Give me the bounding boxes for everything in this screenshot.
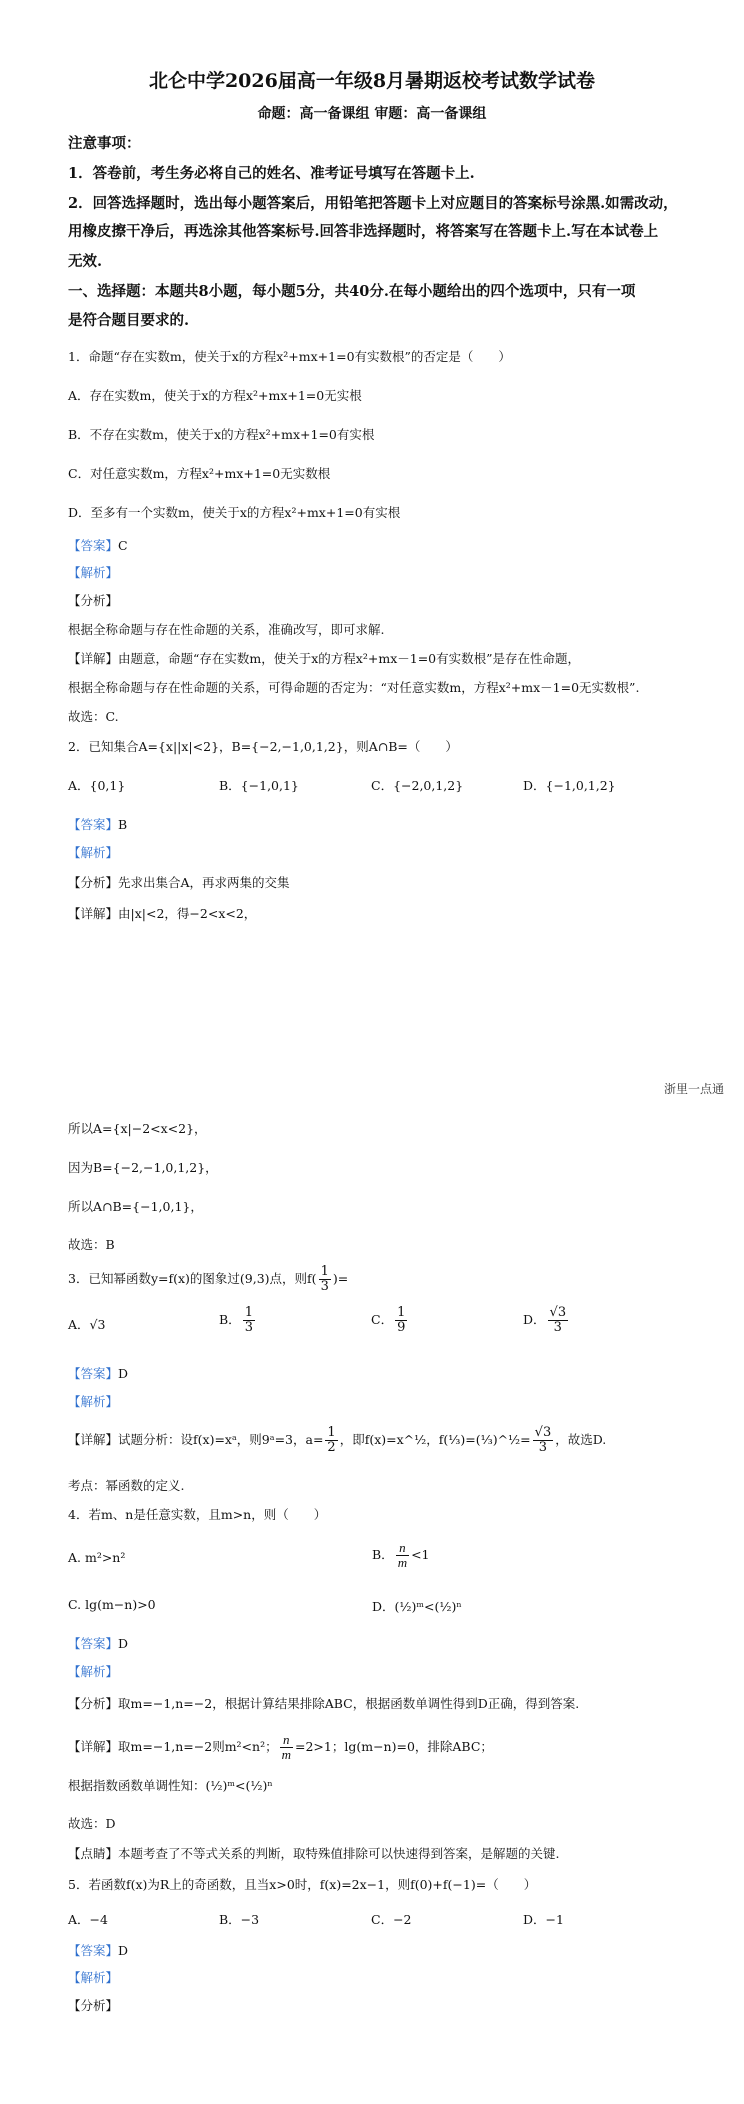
- q1-detail-2: 根据全称命题与存在性命题的关系，可得命题的否定为：“对任意实数m，方程x²+mx－1=0无实数根”.: [68, 680, 640, 695]
- q2-option-d: D．{−1,0,1,2}: [523, 778, 616, 793]
- q2-step-3: 所以A∩B={−1,0,1}，: [68, 1199, 203, 1214]
- q3-option-b: B． $\frac{1}{3}$: [219, 1305, 253, 1335]
- section-heading-line-2: 是符合题目要求的.: [68, 312, 190, 329]
- q4-detail: 【详解】取m=−1,n=−2则m²<n²； $\frac{n}{m}$ =2>1；lg(m−n)=0，排除ABC；: [68, 1732, 493, 1762]
- q3-point: 考点：幂函数的定义.: [68, 1478, 185, 1493]
- q3-option-a: A．√3: [68, 1317, 106, 1332]
- q1-conclusion: 故选：C.: [68, 709, 119, 724]
- q4-option-a: A. m²>n²: [68, 1550, 126, 1565]
- q5-answer: [68, 1940, 128, 1959]
- q2-detail: [68, 904, 256, 922]
- q5-option-b: B．−3: [219, 1912, 260, 1927]
- answer-label: 【答案】: [68, 1636, 119, 1651]
- q2-option-c: C．{−2,0,1,2}: [371, 778, 464, 793]
- q5-option-d: D．−1: [523, 1912, 564, 1927]
- q1-option-b: B．不存在实数m，使关于x的方程x²+mx+1=0有实根: [68, 427, 375, 442]
- q3-detail: 【详解】试题分析：设f(x)=xᵃ，则9ᵃ=3，a= $\frac{1}{2}$ ，即f(x)=x^½，f(⅓)=(⅓)^½= $\frac{√3}{3}$ ，故选D.: [68, 1425, 607, 1455]
- q2-option-b: B．{−1,0,1}: [219, 778, 299, 793]
- q4-answer: [68, 1633, 128, 1652]
- q1-detail-text: 由题意，命题“存在实数m，使关于x的方程x²+mx－1=0有实数根”是存在性命题，: [118, 651, 581, 666]
- q1-answer: [68, 535, 128, 554]
- q4-option-b: B． $\frac{n}{m}$ <1: [372, 1540, 430, 1570]
- notice-item-2-line-3: 无效.: [68, 253, 103, 270]
- page-title: 北仑中学2026届高一年级8月暑期返校考试数学试卷: [148, 70, 596, 92]
- q2-step-2: 因为B={−2,−1,0,1,2}，: [68, 1160, 218, 1175]
- detail-label: 【详解】: [68, 906, 119, 921]
- q3-option-c: C． $\frac{1}{9}$: [371, 1305, 406, 1335]
- q4-option-c: C. lg(m−n)>0: [68, 1597, 156, 1612]
- q4-fenxi: [68, 1694, 579, 1712]
- q5-option-c: C．−2: [371, 1912, 412, 1927]
- q1-fenxi-label: 【分析】: [68, 593, 119, 608]
- q5-stem: 5．若函数f(x)为R上的奇函数，且当x>0时，f(x)=2x−1，则f(0)+f(−1)=（ ）: [68, 1877, 537, 1892]
- q2-option-a: A．{0,1}: [68, 778, 126, 793]
- q4-conclusion: 故选：D: [68, 1816, 116, 1831]
- q5-analysis-label: 【解析】: [68, 1970, 119, 1985]
- q4-review-text: 本题考查了不等式关系的判断，取特殊值排除可以快速得到答案，是解题的关键.: [118, 1846, 560, 1861]
- q4-monotonic: 根据指数函数单调性知：(½)ᵐ<(½)ⁿ: [68, 1778, 273, 1793]
- q1-answer-value: C: [118, 538, 128, 553]
- fenxi-label: 【分析】: [68, 875, 119, 890]
- q1-option-a: A．存在实数m，使关于x的方程x²+mx+1=0无实根: [68, 388, 362, 403]
- q1-stem: 1．命题“存在实数m，使关于x的方程x²+mx+1=0有实数根”的否定是（ ）: [68, 349, 511, 364]
- q4-review: [68, 1844, 560, 1862]
- section-heading-line-1: 一、选择题：本题共8小题，每小题5分，共40分.在每小题给出的四个选项中，只有一项: [68, 283, 636, 300]
- q3-stem-fraction: $\frac{1}{3}$: [320, 1264, 329, 1294]
- answer-label: 【答案】: [68, 538, 119, 553]
- answer-label: 【答案】: [68, 1943, 119, 1958]
- notice-item-1: 1．答卷前，考生务必将自己的姓名、准考证号填写在答题卡上.: [68, 165, 475, 182]
- q3-option-d: D． $\frac{√3}{3}$: [523, 1305, 567, 1335]
- q1-option-c: C．对任意实数m，方程x²+mx+1=0无实数根: [68, 466, 331, 481]
- fenxi-label: 【分析】: [68, 1696, 119, 1711]
- review-label: 【点睛】: [68, 1846, 119, 1861]
- detail-label: 【详解】: [68, 1739, 119, 1754]
- q4-stem: 4．若m、n是任意实数，且m>n，则（ ）: [68, 1507, 327, 1522]
- q2-conclusion: 故选：B: [68, 1237, 115, 1252]
- answer-label: 【答案】: [68, 1366, 119, 1381]
- q1-analysis-label: 【解析】: [68, 565, 119, 580]
- q2-stem: 2．已知集合A={x||x|<2}，B={−2,−1,0,1,2}，则A∩B=（ ）: [68, 739, 458, 754]
- q2-answer: [68, 814, 127, 833]
- q1-fenxi-text: 根据全称命题与存在性命题的关系，准确改写，即可求解.: [68, 622, 385, 637]
- q2-fenxi-text: 先求出集合A，再求两集的交集: [118, 875, 290, 890]
- q3-answer-value: D: [118, 1366, 129, 1381]
- q4-answer-value: D: [118, 1636, 129, 1651]
- notice-item-2-line-1: 2．回答选择题时，选出每小题答案后，用铅笔把答题卡上对应题目的答案标号涂黑.如需改动，: [68, 195, 678, 212]
- q1-option-d: D．至多有一个实数m，使关于x的方程x²+mx+1=0有实根: [68, 505, 401, 520]
- q2-fenxi: [68, 873, 290, 891]
- notice-heading: 注意事项：: [68, 135, 141, 152]
- q3-analysis-label: 【解析】: [68, 1394, 119, 1409]
- q4-option-d: D．(½)ᵐ<(½)ⁿ: [372, 1599, 462, 1614]
- q3-stem-part-a: 3．已知幂函数y=f(x)的图象过(9,3)点，则f(: [68, 1271, 317, 1286]
- q5-option-a: A．−4: [68, 1912, 108, 1927]
- q3-answer: [68, 1363, 128, 1382]
- detail-label: 【详解】: [68, 651, 119, 666]
- q5-fenxi-label: 【分析】: [68, 1998, 119, 2013]
- q2-detail-text: 由|x|<2，得−2<x<2，: [118, 906, 257, 921]
- page-subtitle: 命题：高一备课组 审题：高一备课组: [257, 106, 487, 122]
- answer-label: 【答案】: [68, 817, 119, 832]
- q2-answer-value: B: [118, 817, 128, 832]
- detail-label: 【详解】: [68, 1432, 119, 1447]
- watermark-text: 浙里一点通: [664, 1082, 725, 1096]
- q3-stem-part-b: )=: [332, 1271, 349, 1286]
- q3-stem: [68, 1265, 348, 1294]
- q4-analysis-label: 【解析】: [68, 1664, 119, 1679]
- q2-analysis-label: 【解析】: [68, 845, 119, 860]
- q1-detail: [68, 649, 580, 667]
- q5-answer-value: D: [118, 1943, 129, 1958]
- q2-step-1: 所以A={x|−2<x<2}，: [68, 1121, 207, 1136]
- notice-item-2-line-2: 用橡皮擦干净后，再选涂其他答案标号.回答非选择题时，将答案写在答题卡上.写在本试卷上: [68, 223, 659, 240]
- q4-fenxi-text: 取m=−1,n=−2，根据计算结果排除ABC，根据函数单调性得到D正确，得到答案.: [118, 1696, 580, 1711]
